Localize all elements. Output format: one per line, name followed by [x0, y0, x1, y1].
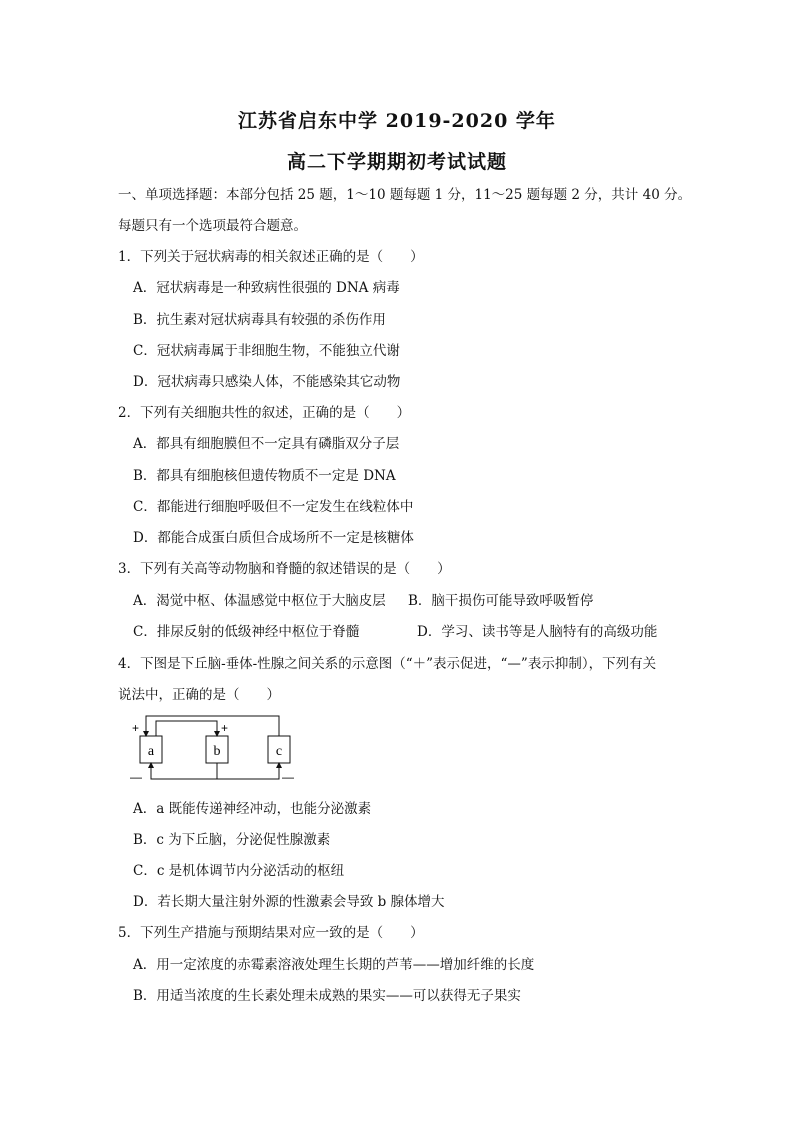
question-1-stem: 1．下列关于冠状病毒的相关叙述正确的是（ ）: [118, 249, 424, 265]
question-2-option-b: B．都具有细胞核但遗传物质不一定是 DNA: [133, 468, 396, 484]
minus-sign-a: —: [130, 770, 142, 784]
document-title: 江苏省启东中学 2019-2020 学年: [238, 110, 556, 132]
question-4-stem-line2: 说法中，正确的是（ ）: [118, 687, 280, 703]
plus-sign-a: +: [132, 721, 140, 735]
document-subtitle: 高二下学期期初考试试题: [286, 151, 507, 173]
question-1-option-a: A．冠状病毒是一种致病性很强的 DNA 病毒: [133, 280, 400, 296]
question-3-option-b: B．脑干损伤可能导致呼吸暂停: [408, 593, 594, 609]
box-a-label: a: [147, 744, 155, 759]
arrow-b-to-a: [151, 763, 217, 779]
question-5-option-b: B．用适当浓度的生长素处理未成熟的果实——可以获得无子果实: [133, 988, 521, 1004]
question-1-option-d: D．冠状病毒只感染人体，不能感染其它动物: [133, 374, 401, 390]
box-b-label: b: [213, 744, 221, 759]
arrow-b-to-c: [217, 765, 279, 779]
question-2-option-a: A．都具有细胞膜但不一定具有磷脂双分子层: [133, 436, 400, 452]
question-4-option-b: B．c 为下丘脑，分泌促性腺激素: [133, 832, 331, 848]
question-2-stem: 2．下列有关细胞共性的叙述，正确的是（ ）: [118, 405, 411, 421]
question-3-option-c: C．排尿反射的低级神经中枢位于脊髓: [133, 624, 360, 640]
question-2-option-c: C．都能进行细胞呼吸但不一定发生在线粒体中: [133, 499, 414, 515]
question-2-option-d: D．都能合成蛋白质但合成场所不一定是核糖体: [133, 530, 414, 546]
plus-sign-b: +: [221, 721, 229, 735]
question-1-option-b: B．抗生素对冠状病毒具有较强的杀伤作用: [133, 312, 386, 328]
question-4-option-a: A．a 既能传递神经冲动，也能分泌激素: [133, 801, 372, 817]
question-5-option-a: A．用一定浓度的赤霉素溶液处理生长期的芦苇——增加纤维的长度: [133, 957, 535, 973]
question-3-stem: 3．下列有关高等动物脑和脊髓的叙述错误的是（ ）: [118, 561, 451, 577]
question-3-option-a: A．渴觉中枢、体温感觉中枢位于大脑皮层: [133, 593, 386, 609]
question-4-option-c: C．c 是机体调节内分泌活动的枢纽: [133, 863, 345, 879]
section-instruction-line2: 每题只有一个选项最符合题意。: [118, 218, 307, 234]
question-4-stem-line1: 4．下图是下丘脑-垂体-性腺之间关系的示意图（“＋”表示促进，“—”表示抑制），下列有关: [118, 656, 657, 672]
question-5-stem: 5．下列生产措施与预期结果对应一致的是（ ）: [118, 925, 424, 941]
minus-sign-c: —: [282, 770, 294, 784]
question-3-option-d: D．学习、读书等是人脑特有的高级功能: [417, 624, 658, 640]
question-1-option-c: C．冠状病毒属于非细胞生物，不能独立代谢: [133, 343, 400, 359]
hormone-regulation-diagram: [130, 713, 300, 785]
question-4-option-d: D．若长期大量注射外源的性激素会导致 b 腺体增大: [133, 894, 445, 910]
arrow-a-to-b: [156, 721, 217, 736]
arrow-c-to-a: [146, 716, 279, 736]
box-c-label: c: [275, 744, 283, 759]
section-instruction-line1: 一、单项选择题：本部分包括 25 题，1～10 题每题 1 分，11～25 题每题 2 分，共计 40 分。: [118, 187, 692, 203]
